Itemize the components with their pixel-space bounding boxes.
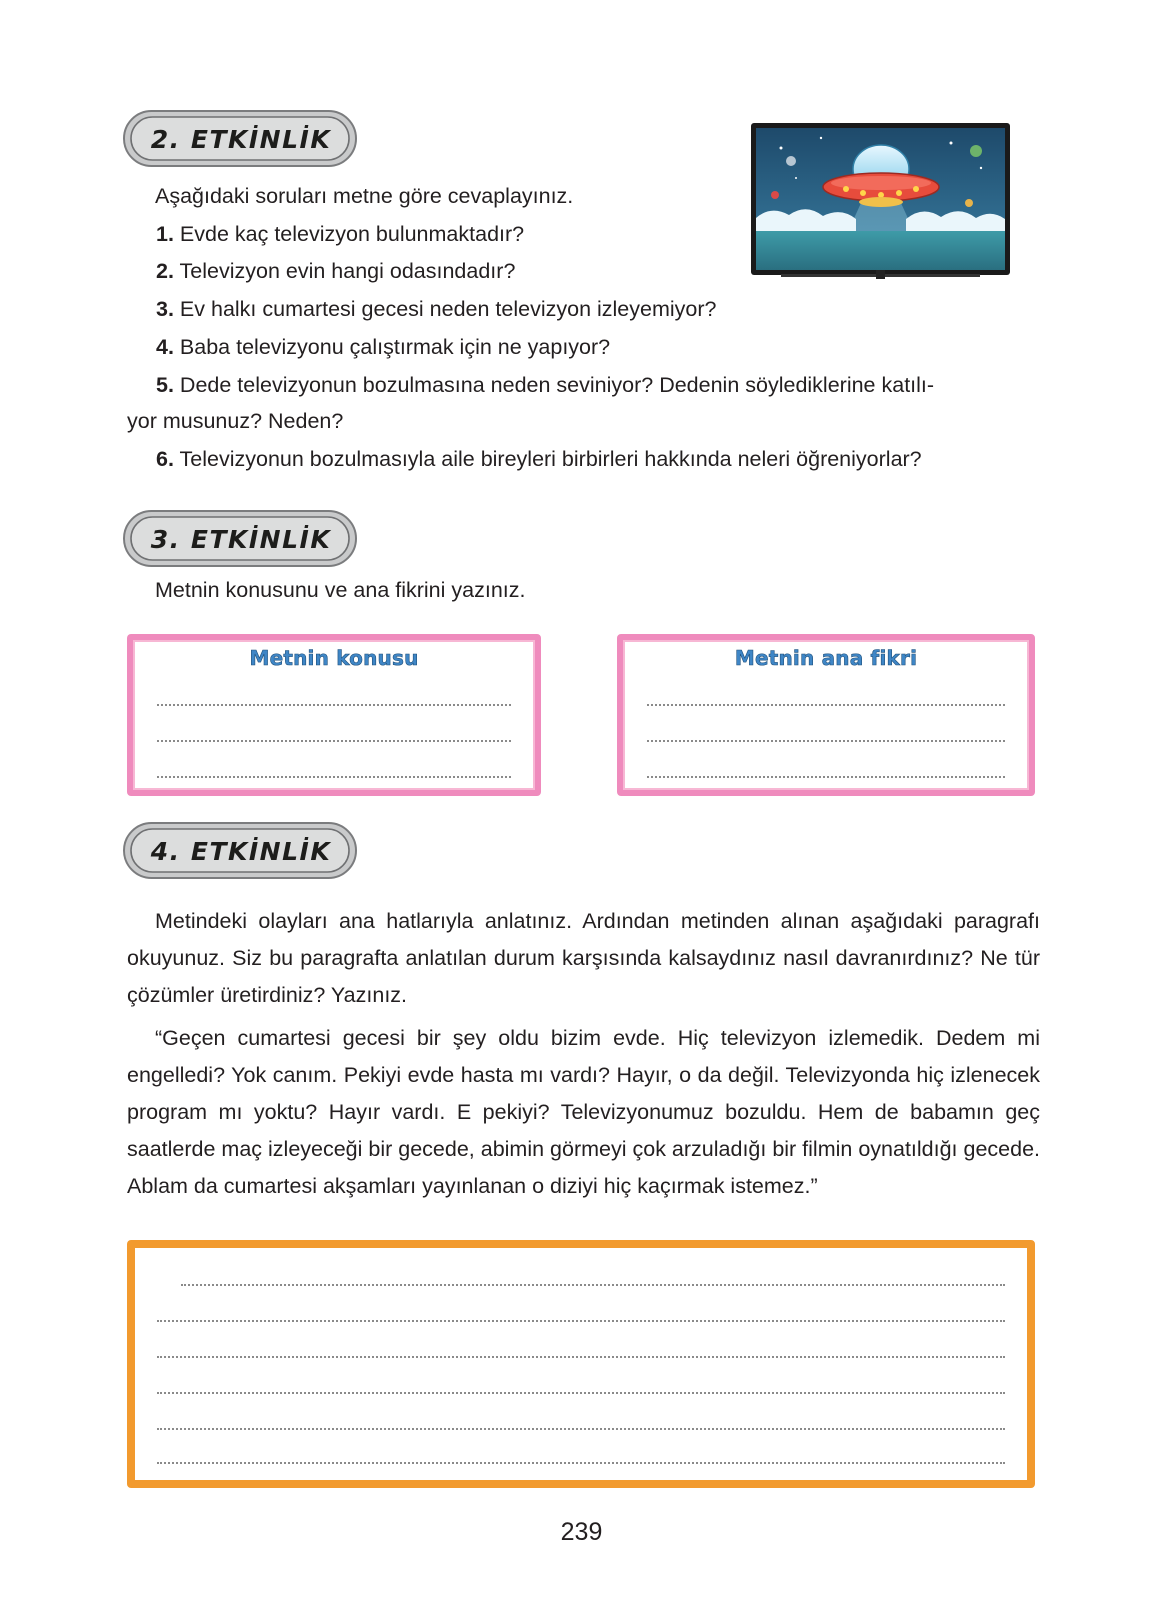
question-5: 5. Dede televizyonun bozulmasına neden seviniyor? Dedenin söylediklerine katılı- bbox=[156, 373, 935, 397]
question-4: 4. Baba televizyonu çalıştırmak için ne yapıyor? bbox=[156, 335, 611, 359]
answer-line[interactable] bbox=[647, 704, 1005, 706]
page-number: 239 bbox=[560, 1518, 603, 1546]
main-idea-box-title: Metnin ana fikri bbox=[734, 646, 918, 670]
activity-4-instruction: Metindeki olayları ana hatlarıyla anlatınız. Ardından metinden alınan aşağıdaki paragrafı okuyunuz. Siz bu paragrafta anlatılan durum karşısında kalsaydınız nasıl davranırdınız? Ne tür çözümler üretirdiniz? Yazınız. bbox=[127, 909, 1040, 1007]
activity-4-quote: “Geçen cumartesi gecesi bir şey oldu bizim evde. Hiç televizyon izlemedik. Dedem mi engelledi? Yok canım. Pekiyi evde hasta mı vardı? Hayır, o da değil. Televizyonda hiç izlenecek program mı yoktu? Hayır vardı. E pekiyi? Televizyonumuz bozuldu. Hem de babamın geç saatlerde maç izleyeceği bir gecede, abimin görmeyi çok arzuladığı bir filmin oynatıldığı gecede. Ablam da cumartesi akşamları yayınlanan o diziyi hiç kaçırmak istemez.” bbox=[127, 1026, 1041, 1198]
main-idea-answer-box[interactable] bbox=[617, 634, 1035, 796]
question-5-continued: yor musunuz? Neden? bbox=[127, 409, 344, 433]
answer-line[interactable] bbox=[157, 1462, 1005, 1464]
question-6: 6. Televizyonun bozulmasıyla aile bireyleri birbirleri hakkında neleri öğreniyorlar? bbox=[156, 447, 922, 471]
activity-2-instruction: Aşağıdaki soruları metne göre cevaplayınız. bbox=[155, 184, 574, 208]
answer-line[interactable] bbox=[647, 740, 1005, 742]
writing-answer-box[interactable] bbox=[127, 1240, 1035, 1488]
topic-answer-box[interactable] bbox=[127, 634, 541, 796]
question-1: 1. Evde kaç televizyon bulunmaktadır? bbox=[156, 222, 525, 246]
answer-line[interactable] bbox=[157, 740, 511, 742]
tv-ufo-illustration-icon bbox=[751, 123, 1010, 285]
activity-2-title: 2. ETKİNLİK bbox=[150, 124, 332, 154]
question-2: 2. Televizyon evin hangi odasındadır? bbox=[156, 259, 516, 283]
activity-3-title: 3. ETKİNLİK bbox=[150, 524, 332, 554]
activity-2-badge bbox=[122, 108, 360, 170]
answer-line[interactable] bbox=[181, 1284, 1005, 1286]
answer-line[interactable] bbox=[157, 1320, 1005, 1322]
activity-4-badge bbox=[122, 820, 360, 882]
answer-line[interactable] bbox=[157, 1428, 1005, 1430]
answer-line[interactable] bbox=[647, 776, 1005, 778]
answer-line[interactable] bbox=[157, 704, 511, 706]
answer-line[interactable] bbox=[157, 1356, 1005, 1358]
activity-4-title: 4. ETKİNLİK bbox=[150, 836, 332, 866]
question-3: 3. Ev halkı cumartesi gecesi neden televizyon izleyemiyor? bbox=[156, 297, 717, 321]
activity-3-badge bbox=[122, 508, 360, 570]
topic-box-title: Metnin konusu bbox=[249, 646, 419, 670]
answer-line[interactable] bbox=[157, 776, 511, 778]
activity-3-instruction: Metnin konusunu ve ana fikrini yazınız. bbox=[155, 578, 526, 602]
answer-line[interactable] bbox=[157, 1392, 1005, 1394]
